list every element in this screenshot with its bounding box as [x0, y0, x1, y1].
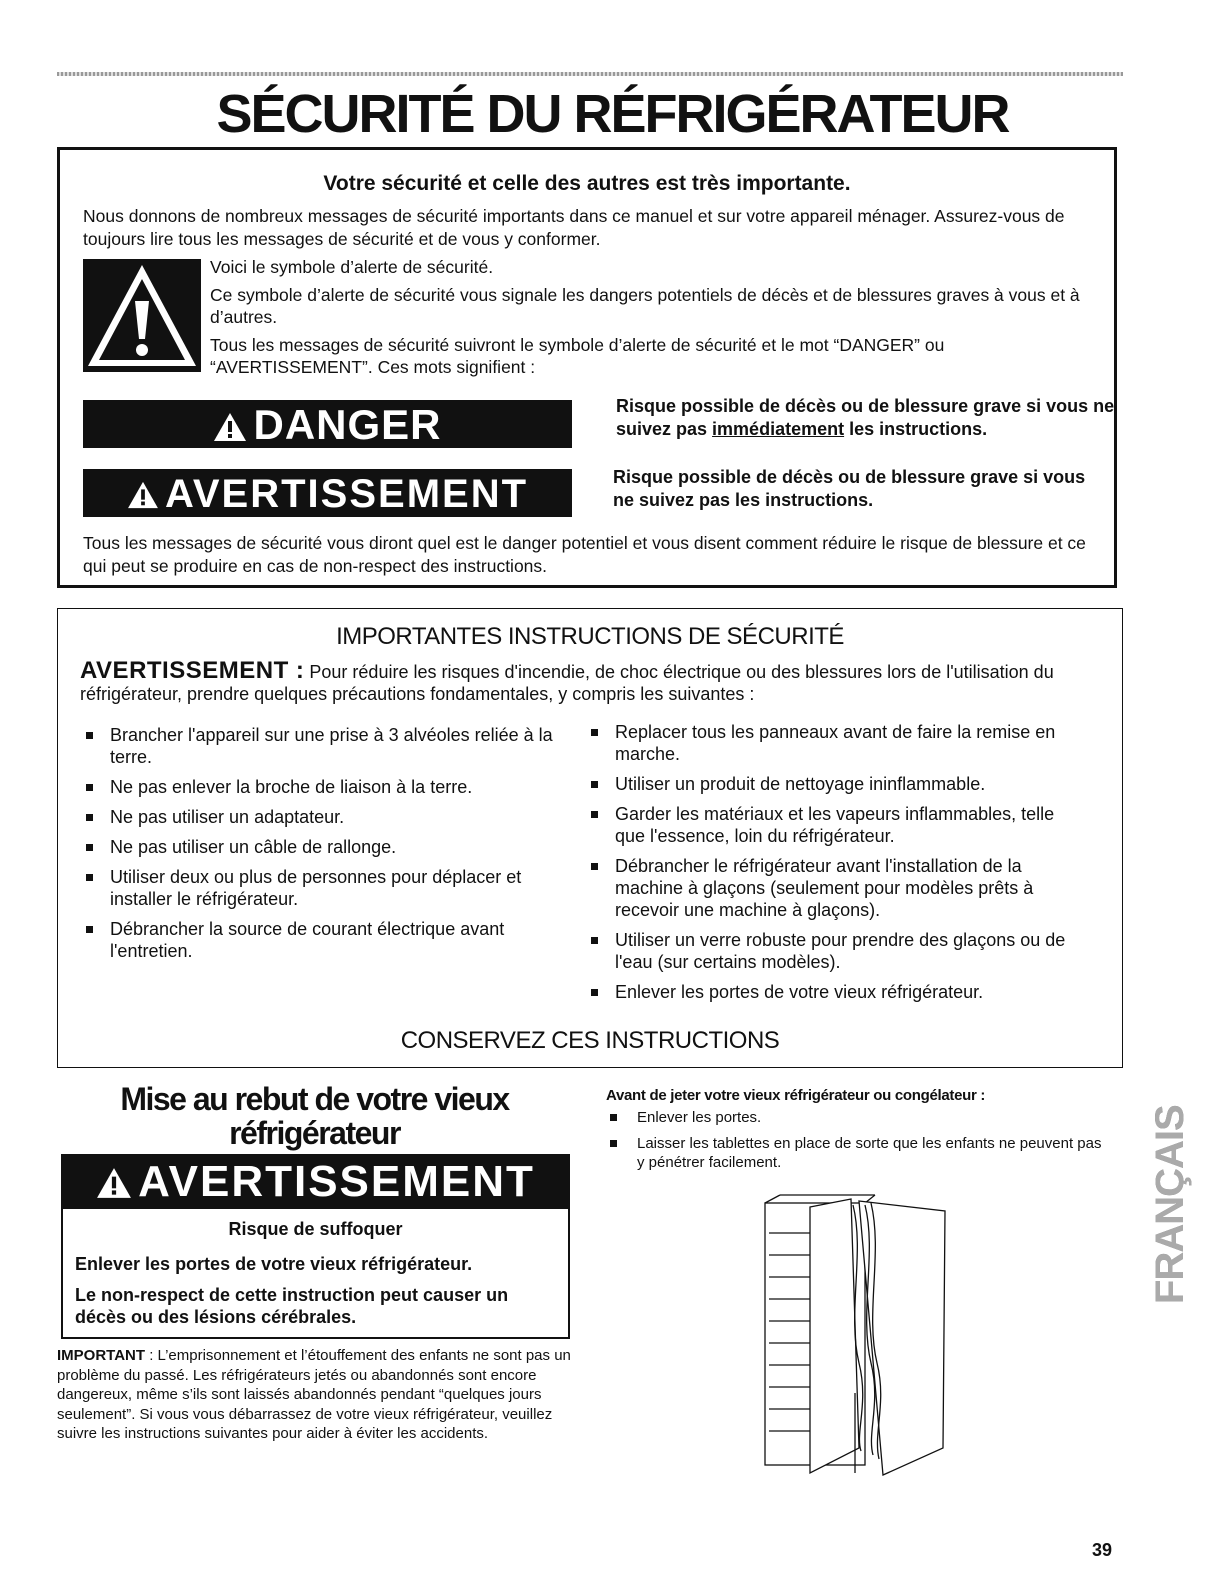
top-rule [57, 72, 1123, 76]
alert-explanation [210, 256, 1110, 384]
list-item: Garder les matériaux et les vapeurs inflammables, telle que l'essence, loin du réfrigérateur. [589, 803, 1079, 847]
disposal-warning-badge [61, 1154, 570, 1209]
warning-triangle-icon [96, 1157, 132, 1212]
instructions-list-right [589, 721, 1079, 1011]
list-item: Utiliser deux ou plus de personnes pour déplacer et installer le réfrigérateur. [84, 866, 554, 910]
important-note [57, 1346, 572, 1444]
list-item: Replacer tous les panneaux avant de faire la remise en marche. [589, 721, 1079, 765]
instructions-footer: CONSERVEZ CES INSTRUCTIONS [400, 1027, 780, 1054]
warning-triangle-icon [127, 471, 159, 521]
instructions-intro-text: Pour réduire les risques d'incendie, de choc électrique ou des blessures lors de l'utilisation du réfrigérateur, prendre quelques précautions fondamentales, y compris les suivantes : [80, 662, 1054, 704]
list-item: Ne pas enlever la broche de liaison à la terre. [84, 776, 554, 798]
list-item: Débrancher le réfrigérateur avant l'installation de la machine à glaçons (seulement pour modèles prêts à recevoir une machine à glaçons). [589, 855, 1079, 921]
list-item: Utiliser un verre robuste pour prendre des glaçons ou de l'eau (sur certains modèles). [589, 929, 1079, 973]
danger-meaning [616, 395, 1116, 441]
danger-label: DANGER [253, 401, 442, 448]
list-item: Ne pas utiliser un câble de rallonge. [84, 836, 554, 858]
list-item: Utiliser un produit de nettoyage ininflammable. [589, 773, 1079, 795]
instructions-list-left [84, 724, 554, 970]
list-item: Enlever les portes. [605, 1108, 1105, 1127]
list-item: Brancher l'appareil sur une prise à 3 alvéoles reliée à la terre. [84, 724, 554, 768]
list-item: Laisser les tablettes en place de sorte que les enfants ne peuvent pas y pénétrer facilement. [605, 1134, 1105, 1172]
safety-alert-icon [83, 259, 201, 372]
warning-label: AVERTISSEMENT [164, 472, 529, 516]
important-text: : L’emprisonnement et l’étouffement des enfants ne sont pas un problème du passé. Les réfrigérateurs jetés ou abandonnés sont encore dangereux, même s’ils sont laissés abandonnés pendant “quelques jours seulement”. Si vous vous débarrassez de votre vieux réfrigérateur, veuillez suivre les instructions suivantes pour aider à éviter les accidents. [57, 1347, 571, 1442]
instructions-box [57, 608, 1123, 1068]
list-item: Ne pas utiliser un adaptateur. [84, 806, 554, 828]
before-disposal-title: Avant de jeter votre vieux réfrigérateur ou congélateur : [606, 1087, 986, 1104]
danger-meaning-text: Risque possible de décès ou de blessure grave si vous ne suivez pas [616, 396, 1115, 439]
danger-badge [83, 400, 572, 448]
hazard-text: Risque de suffoquer [228, 1219, 403, 1239]
important-label: IMPORTANT [57, 1347, 146, 1364]
consequence-text: Le non-respect de cette instruction peut causer un décès ou des lésions cérébrales. [75, 1285, 509, 1327]
page-number: 39 [1092, 1540, 1113, 1560]
danger-meaning-text-end: les instructions. [844, 419, 988, 439]
danger-meaning-emphasis: immédiatement [712, 419, 845, 439]
disposal-title: Mise au rebut de votre vieux réfrigérateur [120, 1081, 509, 1151]
fridge-illustration [755, 1193, 955, 1478]
disposal-warning-box [61, 1209, 570, 1339]
warning-badge [83, 469, 572, 517]
safety-box-intro: Nous donnons de nombreux messages de sécurité importants dans ce manuel et sur votre appareil ménager. Assurez-vous de toujours lire tous les messages de sécurité et de vous y conformer. [83, 206, 1065, 249]
safety-box-footer: Tous les messages de sécurité vous diront quel est le danger potentiel et vous disent comment réduire le risque de blessure et ce qui peut se produire en cas de non-respect des instructions. [83, 533, 1086, 576]
safety-box [57, 147, 1117, 588]
alert-line: Ce symbole d’alerte de sécurité vous signale les dangers potentiels de décès et de blessures graves à vous et à d’autres. [210, 285, 1080, 327]
alert-line: Voici le symbole d’alerte de sécurité. [210, 257, 494, 277]
disposal-warning-label: AVERTISSEMENT [138, 1157, 535, 1206]
before-disposal-list [605, 1108, 1105, 1179]
alert-line: Tous les messages de sécurité suivront le symbole d’alerte de sécurité et le mot “DANGER” ou “AVERTISSEMENT”. Ces mots signifient : [210, 335, 945, 377]
list-item: Enlever les portes de votre vieux réfrigérateur. [589, 981, 1079, 1003]
page-title: SÉCURITÉ DU RÉFRIGÉRATEUR [216, 84, 1009, 144]
language-tab: FRANÇAIS [1148, 1105, 1192, 1305]
instructions-intro [80, 657, 1100, 705]
instructions-warning-label: AVERTISSEMENT : [80, 657, 305, 684]
instructions-heading: IMPORTANTES INSTRUCTIONS DE SÉCURITÉ [336, 623, 844, 650]
safety-box-heading: Votre sécurité et celle des autres est très importante. [323, 172, 851, 195]
warning-triangle-icon [213, 403, 247, 453]
list-item: Débrancher la source de courant électrique avant l'entretien. [84, 918, 554, 962]
action-text: Enlever les portes de votre vieux réfrigérateur. [75, 1254, 473, 1274]
warning-meaning: Risque possible de décès ou de blessure grave si vous ne suivez pas les instructions. [613, 467, 1086, 510]
